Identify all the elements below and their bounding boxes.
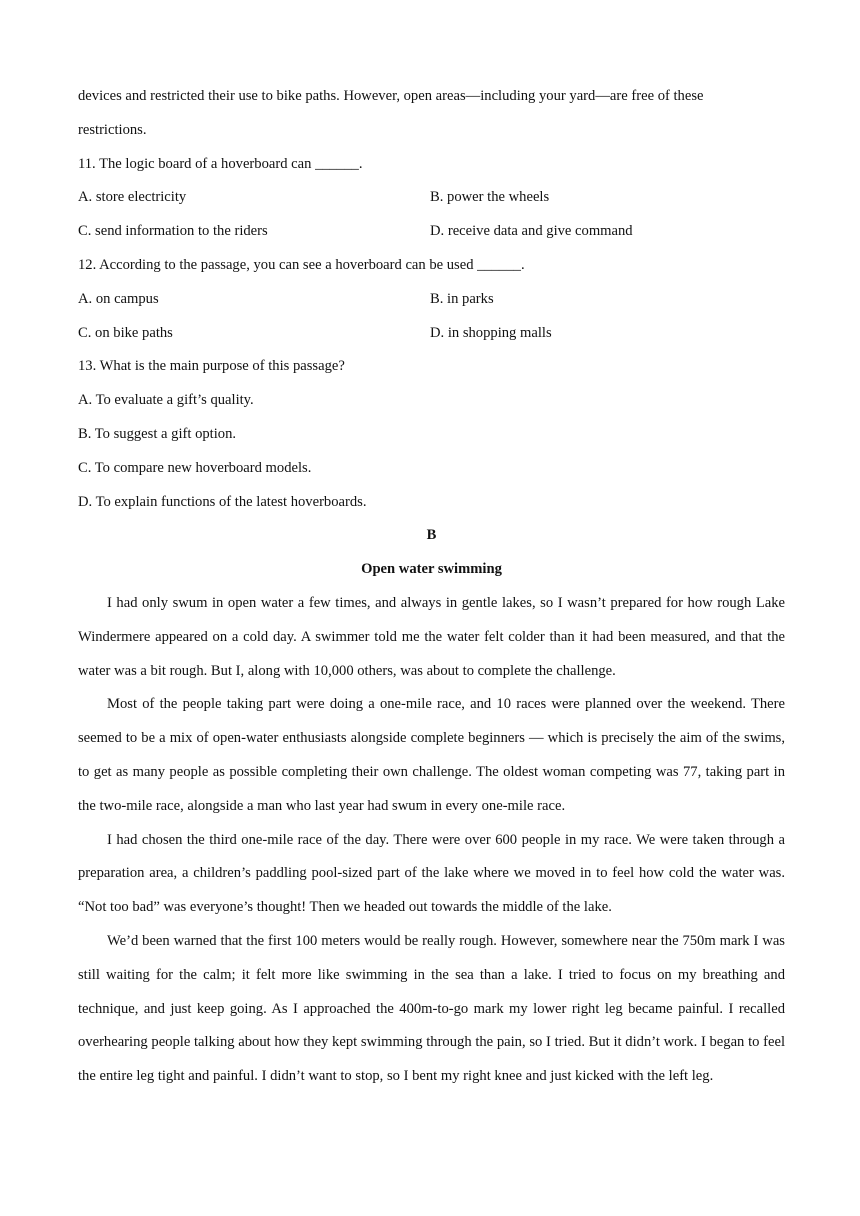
question-11-options-row-2 (78, 215, 785, 249)
question-12-option-b: B. in parks (430, 290, 494, 307)
passage-paragraph-1: I had only swum in open water a few times, and always in gentle lakes, so I wasn’t prepared for how rough Lake Windermere appeared on a cold day. A swimmer told me the water felt colder than it had been measured, and that the water was a bit rough. But I, along with 10,000 others, was about to complete the challenge. (78, 594, 785, 679)
question-11-option-d: D. receive data and give command (430, 223, 633, 240)
section-title: Open water swimming (361, 561, 502, 578)
question-12-option-d: D. in shopping malls (430, 324, 552, 341)
question-12-option-c: C. on bike paths (78, 324, 173, 341)
question-13-option-b: B. To suggest a gift option. (78, 425, 237, 442)
question-12-options-row-2 (78, 317, 785, 351)
question-11-options-row-1 (78, 181, 785, 215)
passage-paragraph-3: I had chosen the third one-mile race of the day. There were over 600 people in my race. We were taken through a preparation area, a children’s paddling pool-sized part of the lake where we moved in to feel how cold the water was. “Not too bad” was everyone’s thought! Then we headed out towards the middle of the lake. (78, 831, 785, 916)
question-11-option-b: B. power the wheels (430, 189, 550, 206)
intro-line-1: devices and restricted their use to bike paths. However, open areas—including your yard—are free of these (78, 88, 704, 104)
question-12-options-row-1 (78, 283, 785, 317)
question-12-stem: 12. According to the passage, you can see a hoverboard can be used ______. (78, 256, 525, 273)
question-13-stem: 13. What is the main purpose of this passage? (78, 358, 345, 375)
question-11-option-a: A. store electricity (78, 189, 187, 206)
question-13-option-a: A. To evaluate a gift’s quality. (78, 392, 254, 409)
question-11-option-c: C. send information to the riders (78, 223, 268, 240)
question-11-stem: 11. The logic board of a hoverboard can ______. (78, 155, 363, 172)
question-13-option-c: C. To compare new hoverboard models. (78, 459, 312, 476)
passage-paragraph-2: Most of the people taking part were doing a one-mile race, and 10 races were planned over the weekend. There seemed to be a mix of open-water enthusiasts alongside complete beginners — which is precisely the aim of the swims, to get as many people as possible completing their own challenge. The oldest woman competing was 77, taking part in the two-mile race, alongside a man who last year had swum in every one-mile race. (78, 696, 785, 814)
question-13-option-d: D. To explain functions of the latest hoverboards. (78, 493, 367, 510)
document-page (78, 80, 785, 1094)
passage-paragraph-4: We’d been warned that the first 100 meters would be really rough. However, somewhere near the 750m mark I was still waiting for the calm; it felt more like swimming in the sea than a lake. I tried to focus on my breathing and technique, and just keep going. As I approached the 400m-to-go mark my lower right leg became painful. I recalled overhearing people talking about how they kept swimming through the pain, so I tried. But it didn’t work. I began to feel the entire leg tight and painful. I didn’t want to stop, so I bent my right knee and just kicked with the left leg. (78, 932, 785, 1085)
section-letter: B (426, 527, 437, 544)
question-12-option-a: A. on campus (78, 290, 159, 307)
intro-line-2: restrictions. (78, 121, 147, 138)
